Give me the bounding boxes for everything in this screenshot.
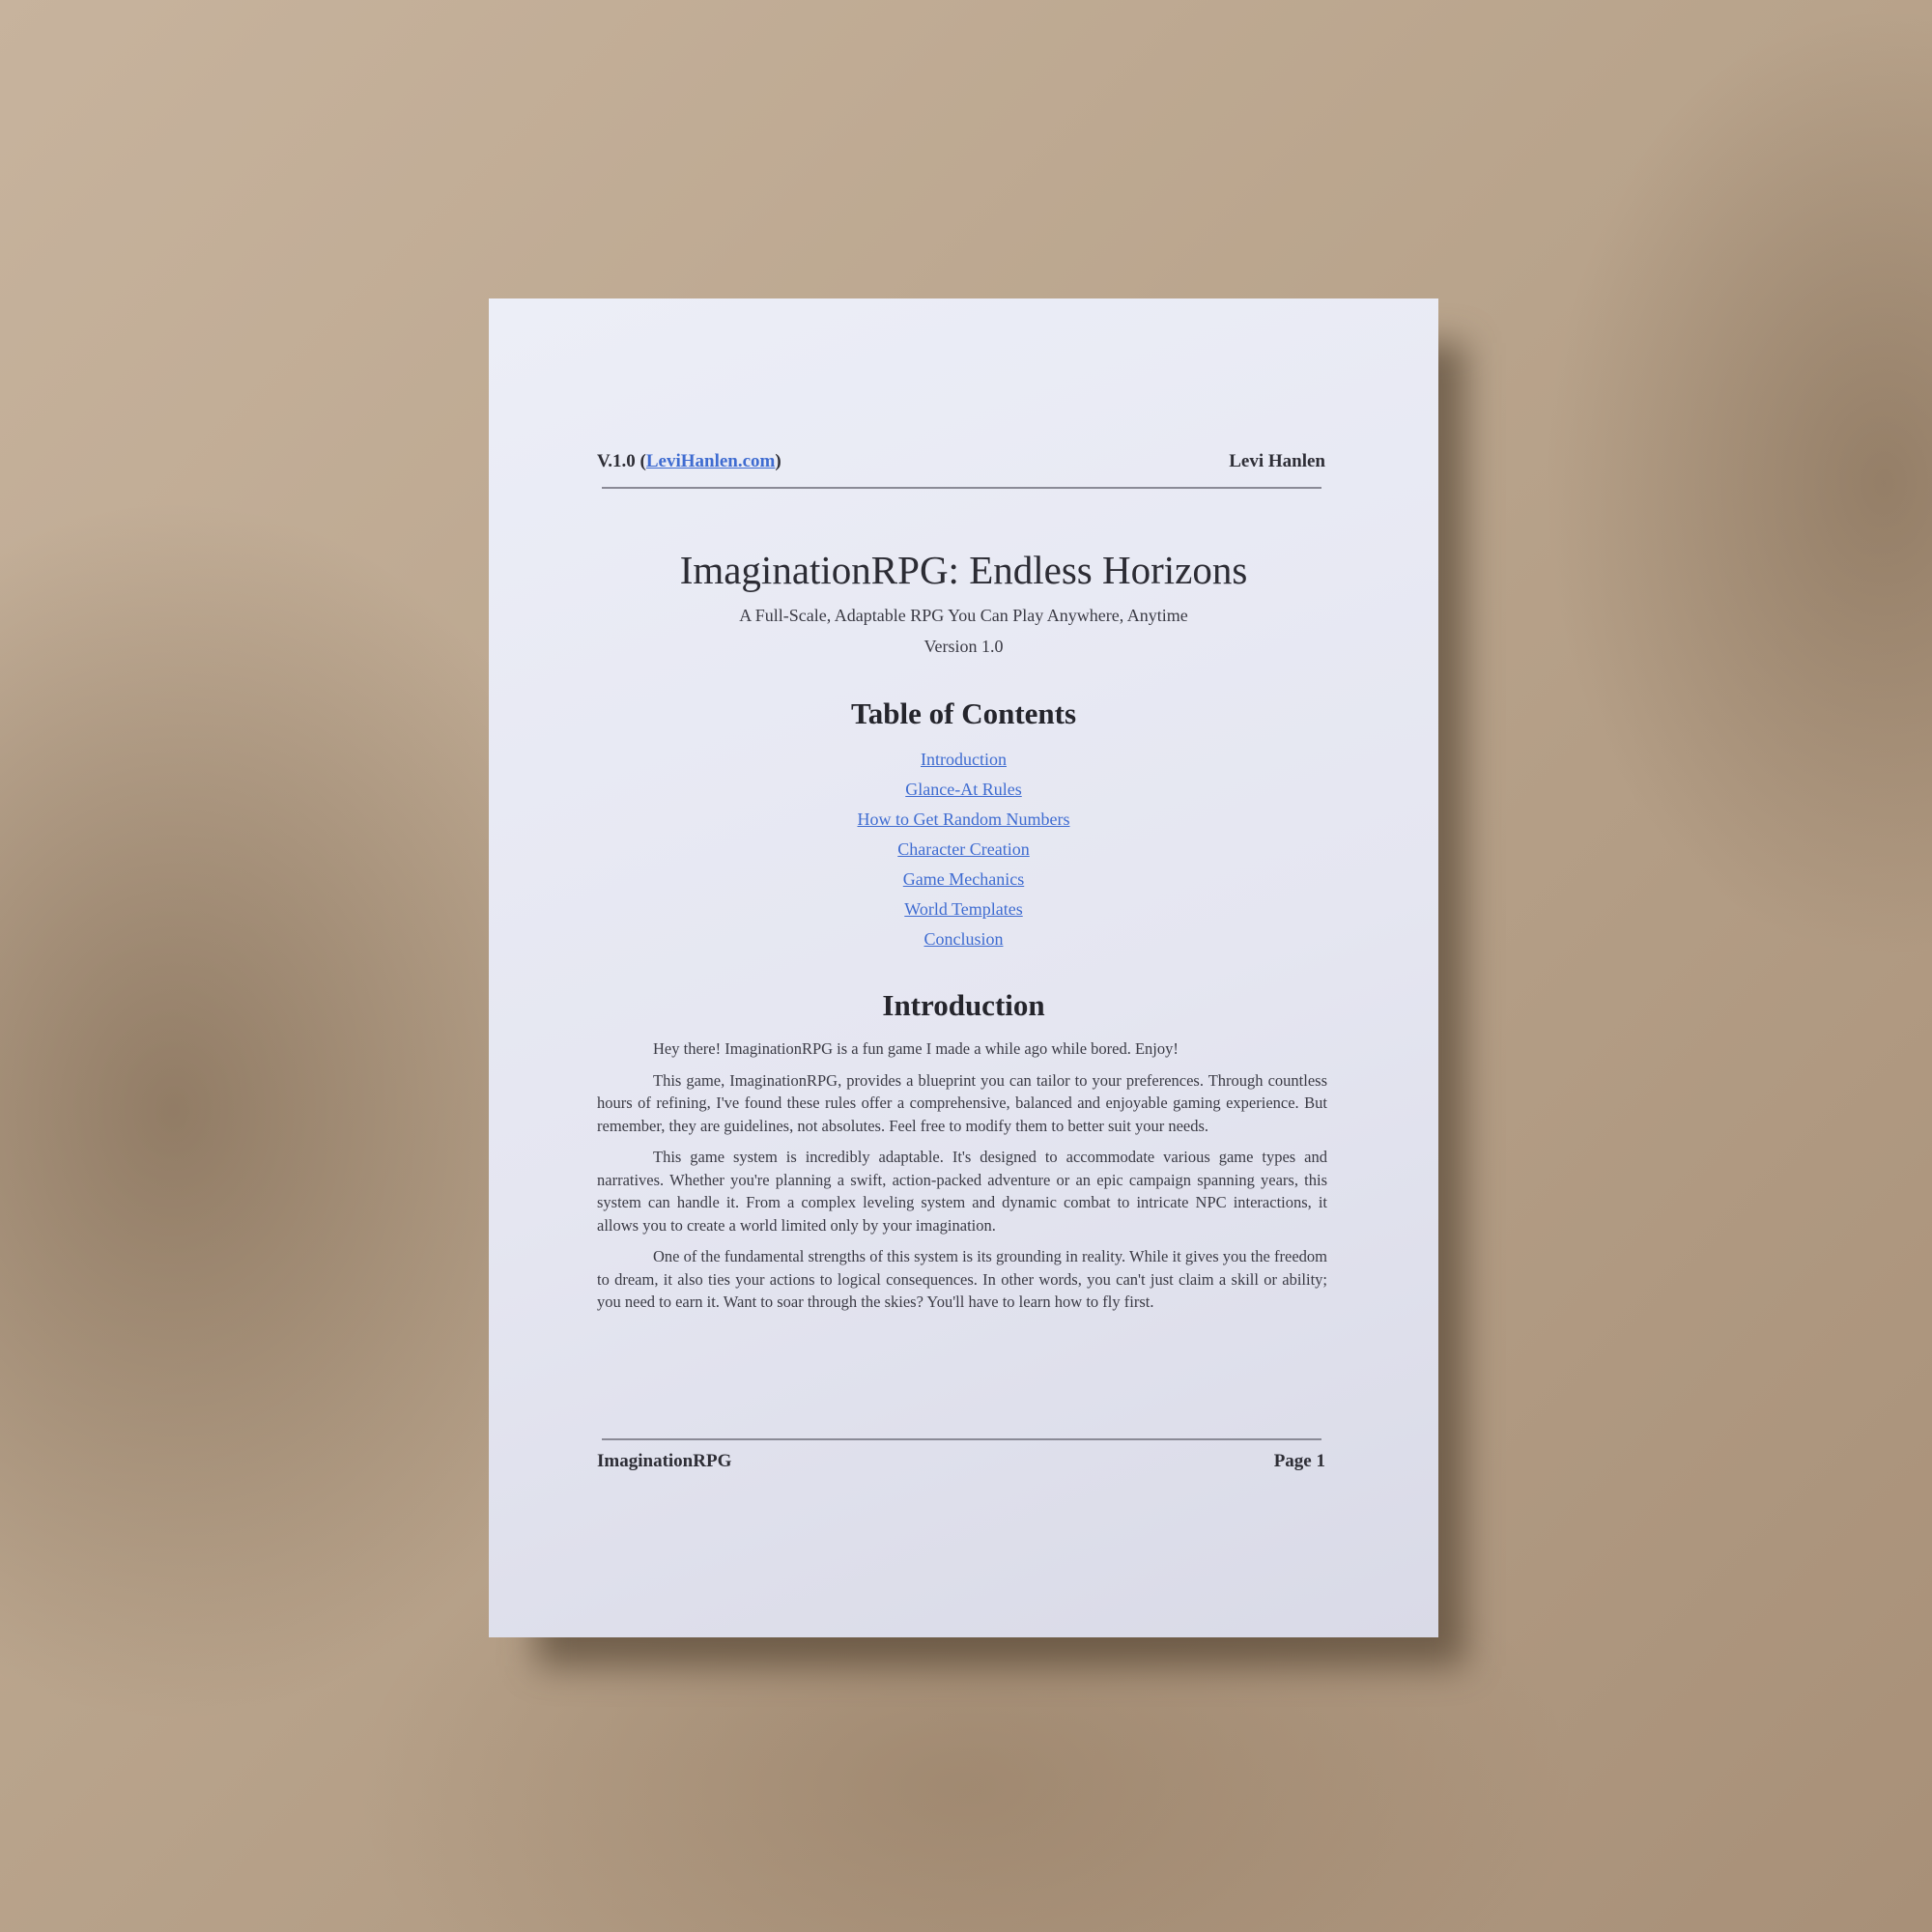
document-subtitle: A Full-Scale, Adaptable RPG You Can Play Anywhere, Anytime — [739, 606, 1188, 625]
toc-item — [489, 805, 1438, 835]
toc-link-introduction[interactable]: Introduction — [921, 750, 1007, 769]
toc-item — [489, 865, 1438, 895]
table-of-contents — [489, 745, 1438, 954]
toc-item — [489, 775, 1438, 805]
page-footer — [597, 1451, 1325, 1472]
intro-paragraph: This game, ImaginationRPG, provides a blueprint you can tailor to your preferences. Through countless hours of refining, I've found these rules offer a comprehensive, balanced and enjoyable gaming experience. But remember, they are guidelines, not absolutes. Feel free to modify them to better suit your needs. — [597, 1070, 1327, 1135]
introduction-body — [597, 1037, 1327, 1322]
toc-link-world-templates[interactable]: World Templates — [904, 899, 1023, 919]
toc-link-glance-at-rules[interactable]: Glance-At Rules — [905, 780, 1022, 799]
page-header — [597, 451, 1325, 472]
intro-paragraph: One of the fundamental strengths of this system is its grounding in reality. While it gives you the freedom to dream, it also ties your actions to logical consequences. In other words, you can't just claim a skill or ability; you need to earn it. Want to soar through the skies? You'll have to learn how to fly first. — [597, 1247, 1327, 1311]
toc-item — [489, 924, 1438, 954]
toc-item — [489, 895, 1438, 924]
header-divider — [602, 487, 1321, 489]
toc-link-conclusion[interactable]: Conclusion — [923, 929, 1004, 949]
toc-link-random-numbers[interactable]: How to Get Random Numbers — [857, 810, 1070, 829]
introduction-heading: Introduction — [882, 988, 1045, 1022]
header-version: V.1.0 (LeviHanlen.com) — [597, 451, 781, 471]
page-number: Page 1 — [1273, 1451, 1325, 1471]
document-version: Version 1.0 — [923, 637, 1004, 656]
footer-title: ImaginationRPG — [597, 1451, 732, 1471]
document-title: ImaginationRPG: Endless Horizons — [679, 548, 1248, 592]
site-link[interactable]: LeviHanlen.com — [645, 451, 776, 471]
footer-divider — [602, 1438, 1321, 1440]
header-author: Levi Hanlen — [1229, 451, 1325, 471]
document-page — [489, 298, 1438, 1637]
toc-link-game-mechanics[interactable]: Game Mechanics — [902, 869, 1025, 889]
toc-item — [489, 835, 1438, 865]
intro-paragraph: Hey there! ImaginationRPG is a fun game I made a while ago while bored. Enjoy! — [653, 1039, 1179, 1058]
intro-paragraph: This game system is incredibly adaptable. It's designed to accommodate various game types and narratives. Whether you're planning a swift, action-packed adventure or an epic campaign spanning years, this system can handle it. From a complex leveling system and dynamic combat to intricate NPC interactions, it allows you to create a world limited only by your imagination. — [597, 1148, 1327, 1235]
toc-item — [489, 745, 1438, 775]
toc-heading: Table of Contents — [850, 696, 1077, 730]
toc-link-character-creation[interactable]: Character Creation — [897, 839, 1030, 859]
